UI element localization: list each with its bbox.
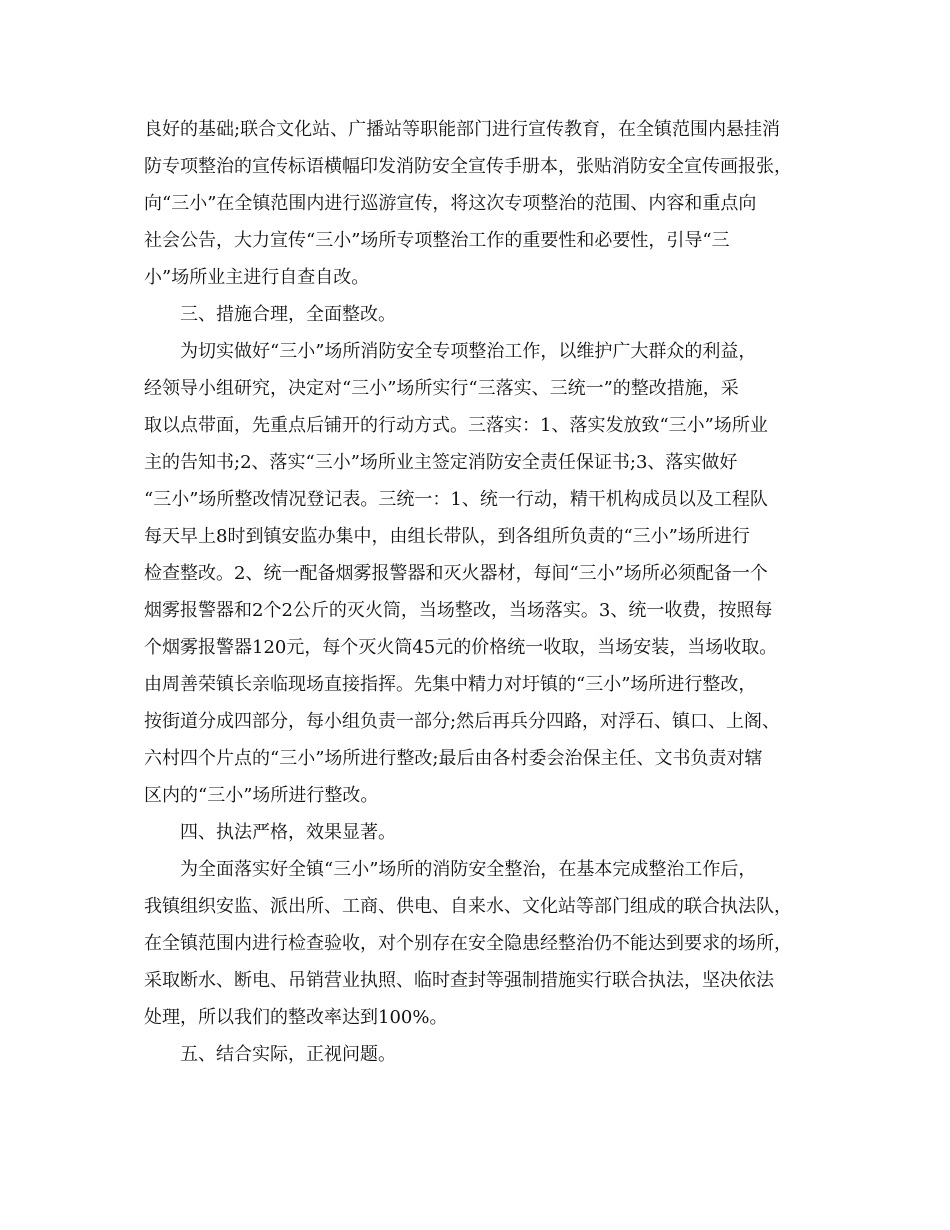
text-line: 处理，所以我们的整改率达到100%。 [144, 1007, 448, 1028]
text-line: 六村四个片点的“三小”场所进行整改;最后由各村委会治保主任、文书负责对辖 [144, 748, 763, 769]
text-line: 向“三小”在全镇范围内进行巡游宣传，将这次专项整治的范围、内容和重点向 [144, 193, 757, 214]
text-line: 主的告知书;2、落实“三小”场所业主签定消防安全责任保证书;3、落实做好 [144, 452, 738, 473]
text-line: 社会公告，大力宣传“三小”场所专项整治工作的重要性和必要性，引导“三 [144, 230, 730, 251]
text-line: 良好的基础;联合文化站、广播站等职能部门进行宣传教育，在全镇范围内悬挂消 [144, 119, 781, 140]
text-line: 我镇组织安监、派出所、工商、供电、自来水、文化站等部门组成的联合执法队， [144, 896, 792, 917]
text-line: 防专项整治的宣传标语横幅印发消防安全宣传手册本，张贴消防安全宣传画报张， [144, 156, 792, 177]
text-line: 为切实做好“三小”场所消防安全专项整治工作，以维护广大群众的利益， [180, 341, 757, 362]
section-heading: 五、结合实际，正视问题。 [180, 1044, 396, 1065]
text-line: 采取断水、断电、吊销营业执照、临时查封等强制措施实行联合执法，坚决依法 [144, 970, 774, 991]
text-line: 取以点带面，先重点后铺开的行动方式。三落实：1、落实发放致“三小”场所业 [144, 415, 768, 436]
text-line: 检查整改。2、统一配备烟雾报警器和灭火器材，每间“三小”场所必须配备一个 [144, 563, 768, 584]
text-line: 个烟雾报警器120元，每个灭火筒45元的价格统一收取，当场安装，当场收取。 [144, 637, 778, 658]
text-line: 每天早上8时到镇安监办集中，由组长带队，到各组所负责的“三小”场所进行 [144, 526, 750, 547]
text-line: 在全镇范围内进行检查验收，对个别存在安全隐患经整治仍不能达到要求的场所， [144, 933, 792, 954]
text-line: 经领导小组研究，决定对“三小”场所实行“三落实、三统一”的整改措施，采 [144, 378, 739, 399]
text-line: 为全面落实好全镇“三小”场所的消防安全整治，在基本完成整治工作后， [180, 859, 757, 880]
section-heading: 四、执法严格，效果显著。 [180, 822, 396, 843]
text-line: 小”场所业主进行自查自改。 [144, 267, 370, 288]
text-line: “三小”场所整改情况登记表。三统一：1、统一行动，精干机构成员以及工程队 [144, 489, 768, 510]
text-line: 烟雾报警器和2个2公斤的灭火筒，当场整改，当场落实。3、统一收费，按照每 [144, 600, 773, 621]
section-heading: 三、措施合理，全面整改。 [180, 304, 396, 325]
text-line: 区内的“三小”场所进行整改。 [144, 785, 379, 806]
text-line: 由周善荣镇长亲临现场直接指挥。先集中精力对圩镇的“三小”场所进行整改， [144, 674, 757, 695]
text-line: 按街道分成四部分，每小组负责一部分;然后再兵分四路，对浮石、镇口、上阁、 [144, 711, 781, 732]
